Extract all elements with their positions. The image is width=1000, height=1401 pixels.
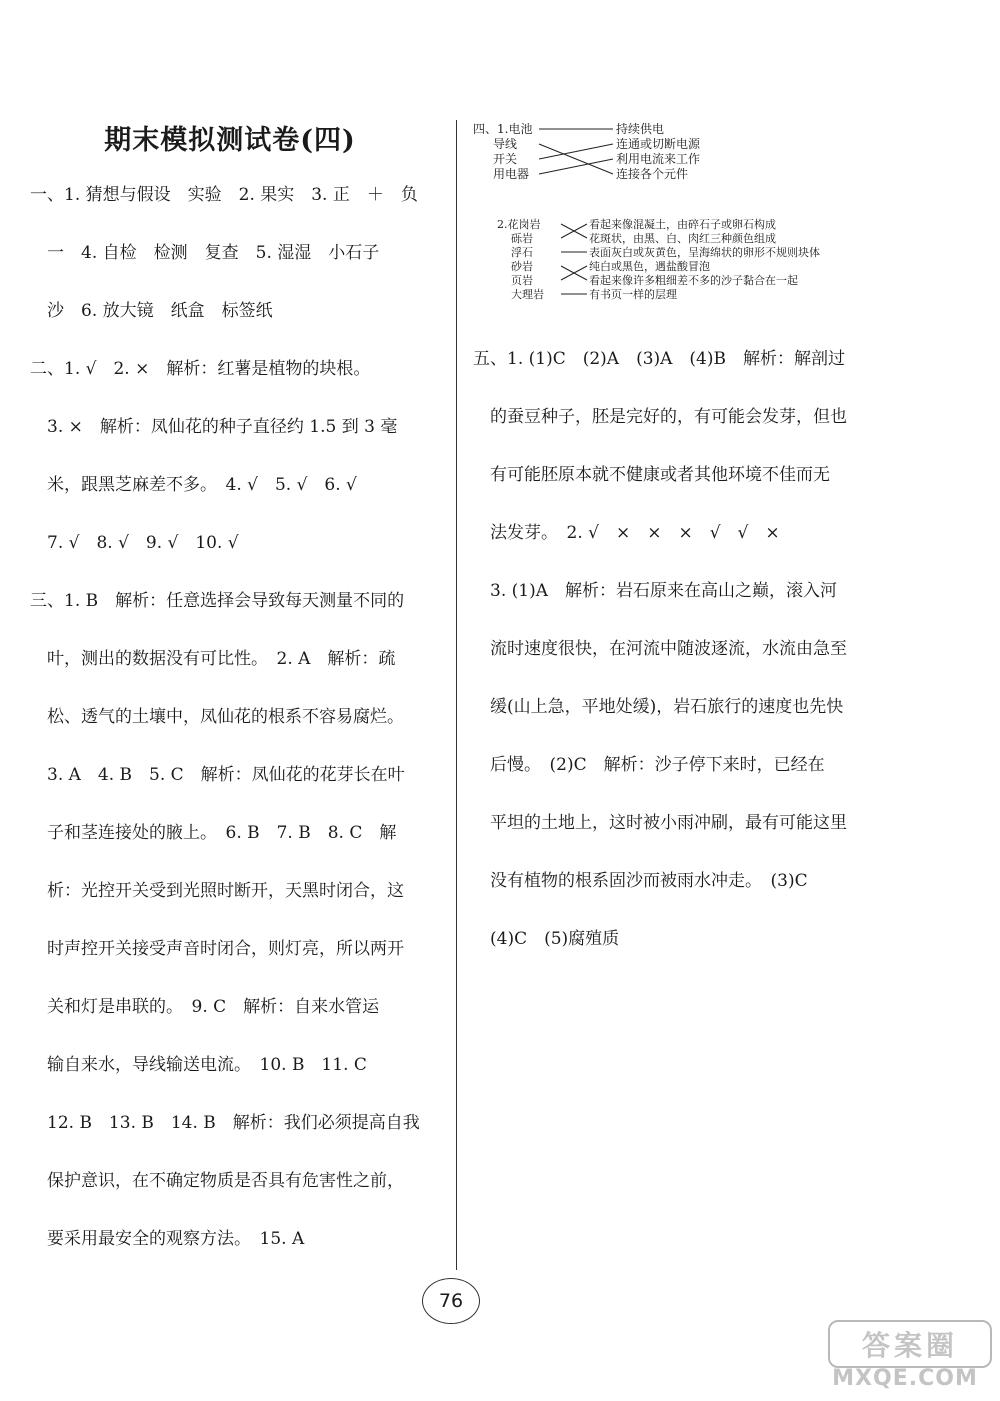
answer-line: 后慢。 (2)C 解析：沙子停下来时，已经在: [473, 755, 825, 775]
match-right-item: 连接各个元件: [616, 167, 689, 181]
answer-line: 没有植物的根系固沙而被雨水冲走。 (3)C: [473, 871, 808, 891]
match-right-item: 看起来像混凝土，由碎石子或卵石构成: [589, 218, 776, 231]
answer-line: 关和灯是串联的。 9. C 解析：自来水管运: [30, 997, 380, 1017]
question-label: 四、1.: [473, 122, 509, 136]
match-left-item: 页岩: [511, 274, 533, 287]
answer-line: 3. A 4. B 5. C 解析：凤仙花的花芽长在叶: [30, 765, 405, 785]
watermark-url: MXQE.COM: [832, 1366, 978, 1391]
answer-line: 3. (1)A 解析：岩石原来在高山之巅，滚入河: [473, 581, 837, 601]
question-label: 2.: [497, 218, 508, 231]
answer-line: 输自来水，导线输送电流。 10. B 11. C: [30, 1055, 367, 1075]
match-right-item: 看起来像许多粗细差不多的沙子黏合在一起: [589, 274, 798, 287]
match-left-item: 开关: [493, 152, 518, 166]
answer-line: 缓(山上急，平地处缓)，岩石旅行的速度也先快: [473, 697, 844, 717]
match-right-item: 利用电流来工作: [616, 152, 701, 166]
answer-line: 保护意识，在不确定物质是否具有危害性之前，: [30, 1171, 404, 1191]
watermark-logo: 答案圈: [828, 1320, 992, 1368]
match-left-item: 导线: [493, 137, 518, 151]
column-divider: [456, 120, 457, 1270]
match-line: [539, 159, 613, 174]
answer-line: 子和茎连接处的腋上。 6. B 7. B 8. C 解: [30, 823, 397, 843]
left-column: [30, 176, 430, 1278]
answer-line: 有可能胚原本就不健康或者其他环境不佳而无: [473, 465, 830, 485]
answer-line: 叶，测出的数据没有可比性。 2. A 解析：疏: [30, 649, 396, 669]
watermark: [820, 1320, 990, 1395]
rock-matching: [497, 218, 877, 313]
match-right-item: 表面灰白或灰黄色，呈海绵状的卵形不规则块体: [589, 246, 820, 259]
answer-line: 五、1. (1)C (2)A (3)A (4)B 解析：解剖过: [473, 349, 845, 369]
answer-line: (4)C (5)腐殖质: [473, 929, 620, 949]
match-left-item: 大理岩: [511, 288, 544, 301]
answer-line: 流时速度很快，在河流中随波逐流，水流由急至: [473, 639, 847, 659]
page-title: 期末模拟测试卷(四): [104, 125, 356, 156]
match-right-item: 花斑状，由黑、白、肉红三种颜色组成: [589, 232, 776, 245]
answer-line: 7. √ 8. √ 9. √ 10. √: [30, 533, 239, 553]
match-left-item: 花岗岩: [507, 218, 541, 231]
match-left-item: 砾岩: [511, 232, 533, 245]
answer-line: 沙 6. 放大镜 纸盒 标签纸: [30, 301, 273, 321]
match-left-item: 电池: [508, 122, 533, 136]
answer-line: 一 4. 自检 检测 复查 5. 湿湿 小石子: [30, 243, 380, 263]
match-right-item: 持续供电: [616, 122, 665, 136]
answer-line: 一、1. 猜想与假设 实验 2. 果实 3. 正 ＋ 负: [30, 185, 418, 205]
answer-line: 的蚕豆种子，胚是完好的，有可能会发芽，但也: [473, 407, 847, 427]
right-column: [473, 340, 873, 978]
answer-line: 要采用最安全的观察方法。 15. A: [30, 1229, 305, 1249]
answer-line: 平坦的土地上，这时被小雨冲刷，最有可能这里: [473, 813, 847, 833]
circuit-matching: [473, 122, 773, 192]
match-left-item: 砂岩: [511, 260, 533, 273]
page-number: 76: [422, 1278, 480, 1324]
answer-line: 三、1. B 解析：任意选择会导致每天测量不同的: [30, 591, 405, 611]
answer-line: 松、透气的土壤中，凤仙花的根系不容易腐烂。: [30, 707, 404, 727]
answer-line: 12. B 13. B 14. B 解析：我们必须提高自我: [30, 1113, 420, 1133]
match-right-item: 连通或切断电源: [616, 137, 701, 151]
answer-line: 米，跟黑芝麻差不多。 4. √ 5. √ 6. √: [30, 475, 357, 495]
match-left-item: 浮石: [511, 246, 533, 259]
match-left-item: 用电器: [493, 167, 530, 181]
answer-line: 3. × 解析：凤仙花的种子直径约 1.5 到 3 毫: [30, 417, 398, 437]
match-right-item: 纯白或黑色，遇盐酸冒泡: [589, 260, 710, 273]
match-line: [539, 144, 613, 159]
match-right-item: 有书页一样的层理: [589, 288, 677, 301]
match-line: [539, 144, 613, 174]
answer-line: 析：光控开关受到光照时断开，天黑时闭合，这: [30, 881, 404, 901]
answer-line: 时声控开关接受声音时闭合，则灯亮，所以两开: [30, 939, 404, 959]
answer-line: 法发芽。 2. √ × × × √ √ ×: [473, 523, 780, 543]
answer-line: 二、1. √ 2. × 解析：红薯是植物的块根。: [30, 359, 371, 379]
